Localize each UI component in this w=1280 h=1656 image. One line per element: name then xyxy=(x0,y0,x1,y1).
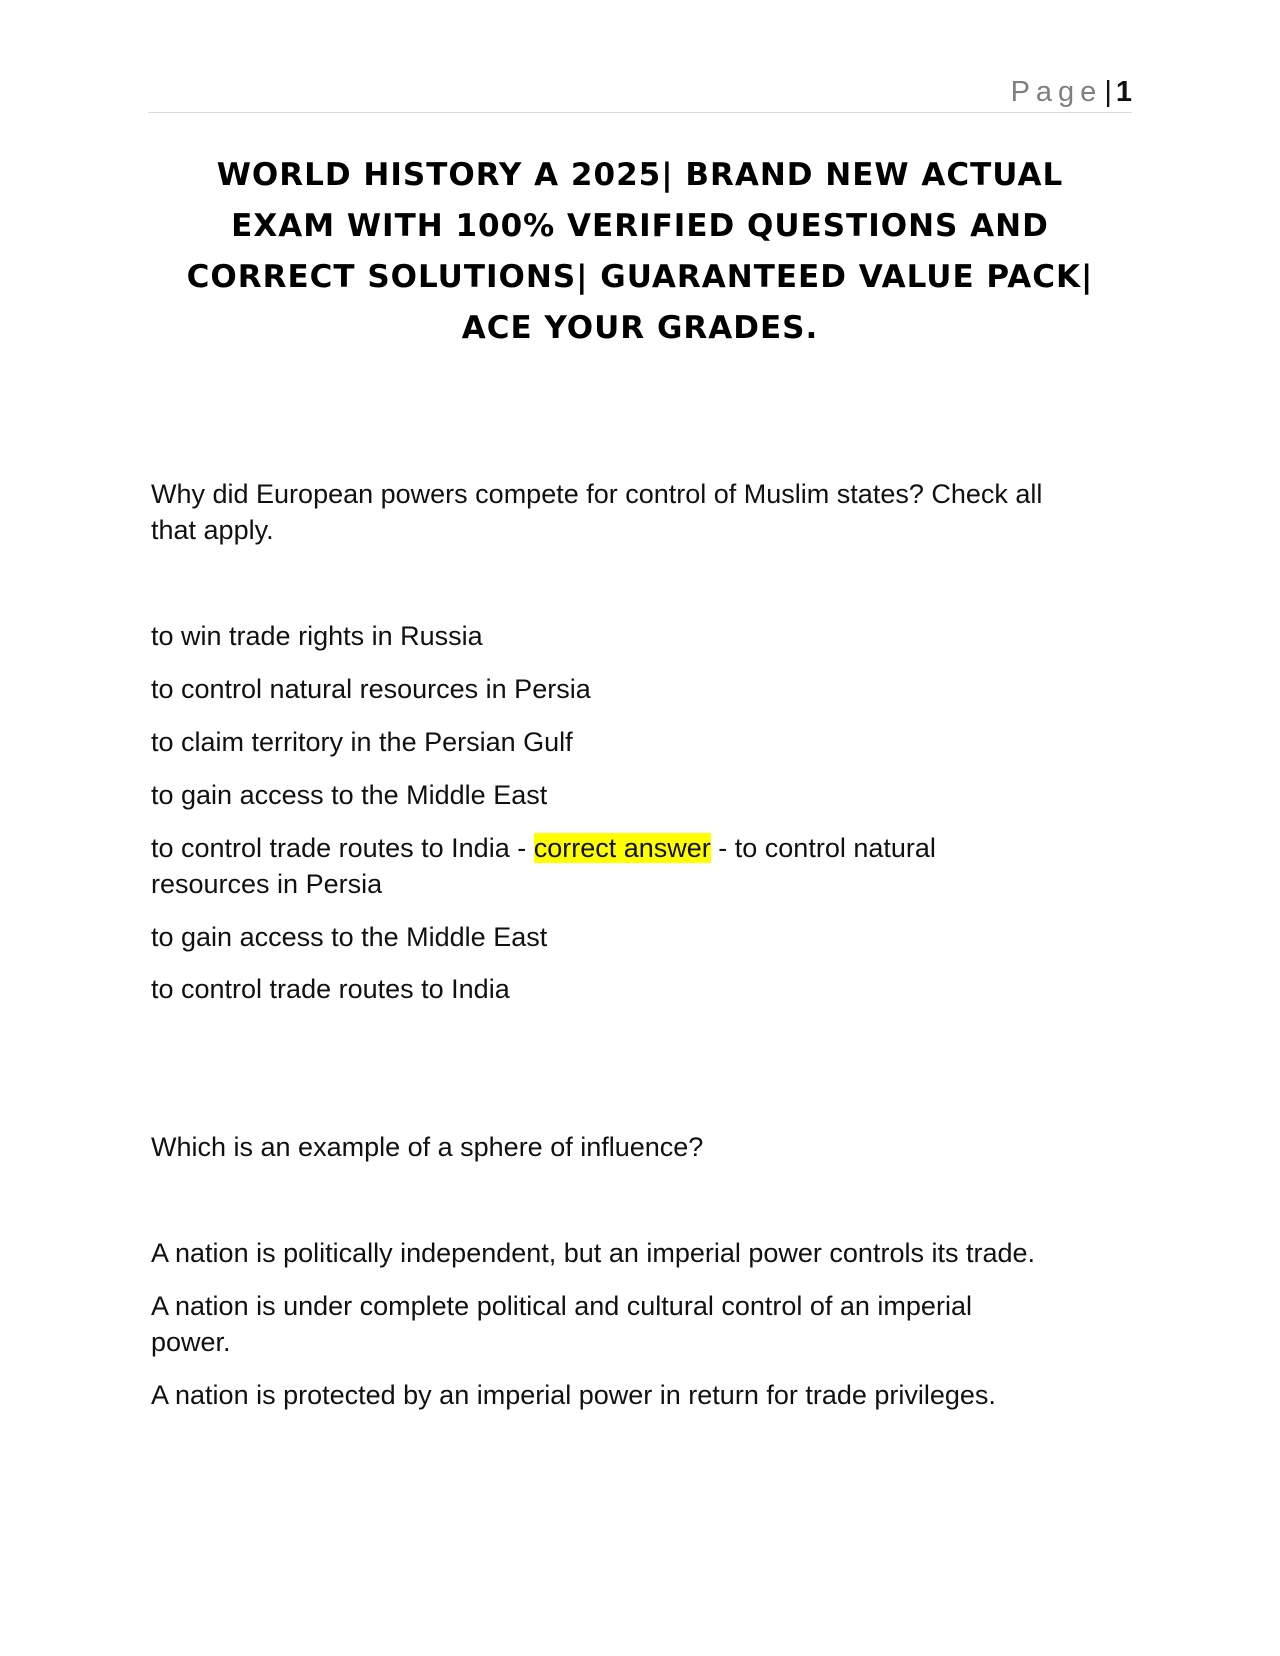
title-line-2: EXAM WITH 100% VERIFIED QUESTIONS AND xyxy=(231,208,1049,244)
question-1-answer-2: to control trade routes to India xyxy=(151,974,510,1004)
correct-answer-highlight: correct answer xyxy=(533,833,711,863)
question-2-option-3: A nation is protected by an imperial power in return for trade privileges. xyxy=(151,1380,996,1410)
title-line-3: CORRECT SOLUTIONS| GUARANTEED VALUE PACK| xyxy=(186,259,1094,295)
answer-suffix: - to control natural xyxy=(710,833,936,863)
question-2-option-1: A nation is politically independent, but an imperial power controls its trade. xyxy=(151,1238,1035,1268)
question-1-option-1: to win trade rights in Russia xyxy=(151,621,483,651)
page-header xyxy=(148,70,1132,113)
page-separator: | xyxy=(1104,76,1112,108)
question-1-option-4: to gain access to the Middle East xyxy=(151,780,548,810)
question-1-prompt-line-1: Why did European powers compete for control of Muslim states? Check all xyxy=(151,479,1043,509)
page-number-label xyxy=(1011,76,1132,109)
question-2-prompt: Which is an example of a sphere of influence? xyxy=(151,1132,704,1162)
answer-prefix: to control trade routes to India - xyxy=(151,833,534,863)
title-line-1: WORLD HISTORY A 2025| BRAND NEW ACTUAL xyxy=(216,157,1064,193)
question-1-answer-1: to gain access to the Middle East xyxy=(151,922,548,952)
page-word: Page xyxy=(1010,76,1103,108)
question-1-answer-continuation: resources in Persia xyxy=(151,869,383,899)
question-2-option-2-continuation: power. xyxy=(151,1327,231,1357)
document-title xyxy=(150,150,1130,354)
question-1-option-2: to control natural resources in Persia xyxy=(151,674,591,704)
question-1-answer-line xyxy=(151,830,936,866)
question-1-prompt-line-2: that apply. xyxy=(151,515,274,545)
question-1-option-3: to claim territory in the Persian Gulf xyxy=(151,727,573,757)
page-number: 1 xyxy=(1115,76,1132,108)
title-line-4: ACE YOUR GRADES. xyxy=(461,310,819,346)
question-2-option-2: A nation is under complete political and cultural control of an imperial xyxy=(151,1291,972,1321)
